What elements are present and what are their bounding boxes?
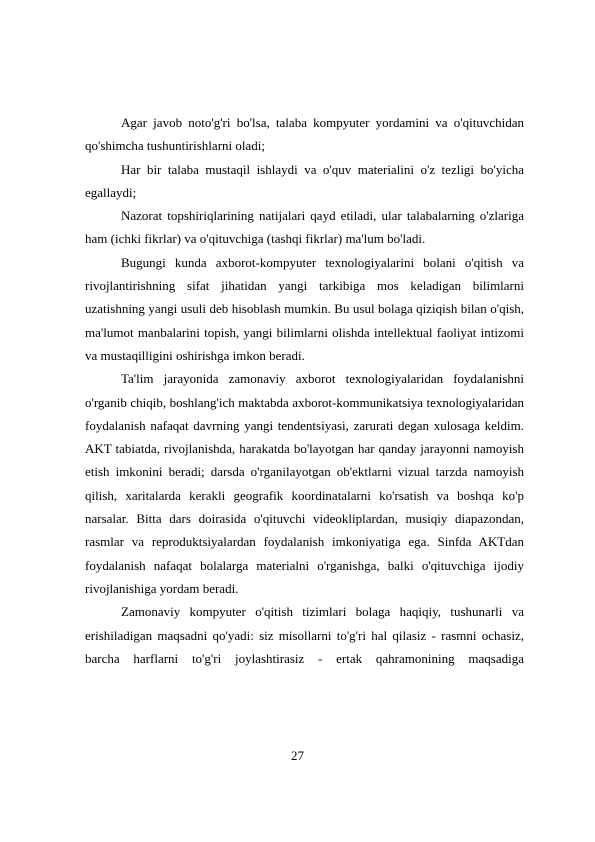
paragraph-1: Agar javob noto'g'ri bo'lsa, talaba kompyuter yordamini va o'qituvchidan qo'shimcha tushuntirishlarni oladi; xyxy=(85,115,524,154)
paragraph-2: Har bir talaba mustaqil ishlaydi va o'quv materialini o'z tezligi bo'yicha egallaydi; xyxy=(85,161,524,200)
page-number: 27 xyxy=(291,748,304,763)
paragraph-4: Bugungi kunda axborot-kompyuter texnologiyalarini bolani o'qitish va rivojlantirishning sifat jihatidan yangi tarkibiga mos keladigan bilimlarni uzatishning yangi usuli deb hisoblash mumkin. Bu usul bolaga qiziqish bilan o'qish, ma'lumot manbalarini topish, yangi bilimlarni olishda intellektual faoliyat intizomi va mustaqilligini oshirishga imkon beradi. xyxy=(85,254,524,363)
paragraph-5: Ta'lim jarayonida zamonaviy axborot texnologiyalaridan foydalanishni o'rganib chiqib, boshlang'ich maktabda axborot-kommunikatsiya texnologiyalaridan foydalanish nafaqat davrning yangi tendentsiyasi, zarurati degan xulosaga keldim. AKT tabiatda, rivojlanishda, harakatda bo'layotgan har qanday jarayonni namoyish etish imkonini beradi; darsda o'rganilayotgan ob'ektlarni vizual tarzda namoyish qilish, xaritalarda kerakli geografik koordinatalarni ko'rsatish va boshqa ko'p narsalar. Bitta dars doirasida o'qituvchi videokliplardan, musiqiy diapazondan, rasmlar va reproduktsiyalardan foydalanish imkoniyatiga ega. Sinfda AKTdan foydalanish nafaqat bolalarga materialni o'rganishga, balki o'qituvchiga ijodiy rivojlanishiga yordam beradi. xyxy=(85,371,524,596)
paragraph-3: Nazorat topshiriqlarining natijalari qayd etiladi, ular talabalarning o'zlariga ham (ichki fikrlar) va o'qituvchiga (tashqi fikrlar) ma'lum bo'ladi. xyxy=(85,208,524,247)
paragraph-6: Zamonaviy kompyuter o'qitish tizimlari bolaga haqiqiy, tushunarli va erishiladigan maqsadni qo'yadi: siz misollarni to'g'ri hal qilasiz - rasmni ochasiz, barcha harflarni to'g'ri joylashtirasiz - ertak qahramonining maqsadiga xyxy=(85,604,524,666)
body-text xyxy=(85,111,524,670)
